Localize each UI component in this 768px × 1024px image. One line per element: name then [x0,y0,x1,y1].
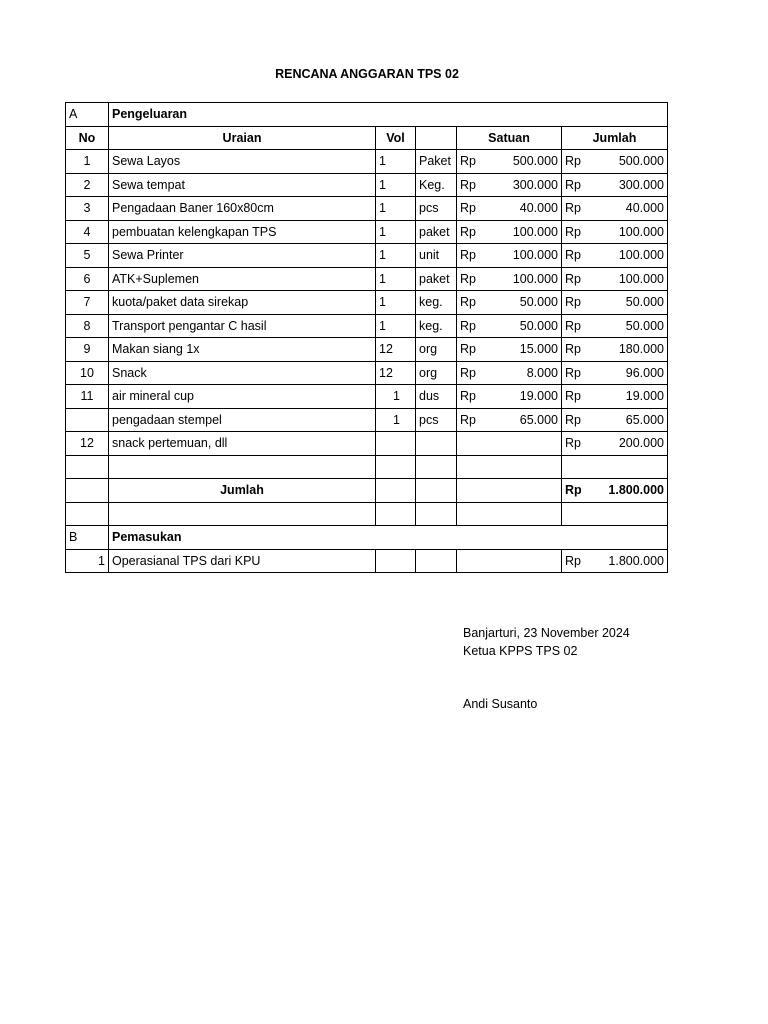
item-vol [376,432,416,456]
item-unit: org [416,361,457,385]
table-row [66,502,668,526]
amount: 300.000 [512,177,558,192]
table-row [66,314,668,338]
amount: 300.000 [618,177,664,192]
empty-cell [457,549,562,573]
income-no: 1 [66,549,109,573]
item-unit: org [416,338,457,362]
amount: 15.000 [519,342,558,357]
amount: 100.000 [512,271,558,286]
amount: 1.800.000 [608,553,664,568]
table-row [66,173,668,197]
item-no: 3 [66,197,109,221]
item-satuan [457,385,562,409]
item-vol: 12 [376,361,416,385]
currency-label: Rp [565,389,581,404]
item-unit [416,432,457,456]
item-vol: 1 [376,314,416,338]
item-vol: 1 [376,150,416,174]
currency-label: Rp [565,248,581,263]
item-vol: 1 [376,408,416,432]
empty-cell [376,479,416,503]
table-row [66,479,668,503]
currency-label: Rp [565,483,582,498]
amount: 40.000 [519,201,558,216]
item-uraian: pembuatan kelengkapan TPS [109,220,376,244]
item-jumlah [562,385,668,409]
amount: 100.000 [618,224,664,239]
header-satuan: Satuan [457,126,562,150]
empty-cell [416,479,457,503]
item-unit: unit [416,244,457,268]
item-unit: pcs [416,197,457,221]
currency-label: Rp [565,154,581,169]
currency-label: Rp [565,318,581,333]
item-no: 10 [66,361,109,385]
total-label: Jumlah [109,479,376,503]
item-jumlah [562,150,668,174]
amount: 1.800.000 [608,483,664,498]
item-uraian: Sewa Layos [109,150,376,174]
currency-label: Rp [460,154,476,169]
item-unit: paket [416,220,457,244]
table-row [66,408,668,432]
empty-cell [457,502,562,526]
empty-cell [416,455,457,479]
item-unit: dus [416,385,457,409]
item-unit: Keg. [416,173,457,197]
item-no: 12 [66,432,109,456]
item-no: 8 [66,314,109,338]
currency-label: Rp [565,201,581,216]
item-uraian: Transport pengantar C hasil [109,314,376,338]
empty-cell [66,455,109,479]
item-no: 5 [66,244,109,268]
document-title: RENCANA ANGGARAN TPS 02 [275,67,459,81]
item-satuan [457,408,562,432]
item-satuan [457,150,562,174]
item-uraian: pengadaan stempel [109,408,376,432]
item-jumlah [562,361,668,385]
item-satuan [457,314,562,338]
signature-name: Andi Susanto [463,697,538,711]
empty-cell [416,502,457,526]
empty-cell [66,479,109,503]
header-unit [416,126,457,150]
table-row [66,197,668,221]
amount: 96.000 [625,365,664,380]
currency-label: Rp [565,365,581,380]
amount: 50.000 [519,318,558,333]
amount: 19.000 [625,389,664,404]
empty-cell [109,502,376,526]
empty-cell [66,502,109,526]
item-vol: 1 [376,220,416,244]
empty-cell [376,455,416,479]
item-satuan [457,432,562,456]
item-jumlah [562,173,668,197]
currency-label: Rp [460,342,476,357]
item-unit: paket [416,267,457,291]
table-row [66,244,668,268]
item-unit: keg. [416,314,457,338]
empty-cell [457,479,562,503]
amount: 50.000 [519,295,558,310]
item-satuan [457,361,562,385]
section-label: Pengeluaran [109,103,668,127]
item-satuan [457,197,562,221]
currency-label: Rp [460,295,476,310]
table-row [66,103,668,127]
amount: 200.000 [618,436,664,451]
amount: 50.000 [625,318,664,333]
amount: 180.000 [618,342,664,357]
item-jumlah [562,291,668,315]
header-vol: Vol [376,126,416,150]
item-uraian: Sewa Printer [109,244,376,268]
item-no: 9 [66,338,109,362]
item-no: 4 [66,220,109,244]
item-satuan [457,267,562,291]
item-no [66,408,109,432]
item-uraian: air mineral cup [109,385,376,409]
amount: 8.000 [526,365,558,380]
table-row [66,526,668,550]
item-uraian: Snack [109,361,376,385]
amount: 100.000 [512,248,558,263]
amount: 100.000 [512,224,558,239]
amount: 65.000 [519,412,558,427]
item-unit: pcs [416,408,457,432]
item-jumlah [562,220,668,244]
item-jumlah [562,244,668,268]
empty-cell [457,455,562,479]
item-jumlah [562,338,668,362]
currency-label: Rp [460,412,476,427]
section-label: Pemasukan [109,526,668,550]
item-satuan [457,220,562,244]
section-code: B [66,526,109,550]
item-unit: Paket [416,150,457,174]
table-row [66,338,668,362]
item-jumlah [562,314,668,338]
currency-label: Rp [565,412,581,427]
table-row [66,385,668,409]
item-uraian: ATK+Suplemen [109,267,376,291]
currency-label: Rp [460,318,476,333]
signature-role: Ketua KPPS TPS 02 [463,644,578,658]
amount: 65.000 [625,412,664,427]
item-satuan [457,173,562,197]
empty-cell [562,455,668,479]
amount: 19.000 [519,389,558,404]
currency-label: Rp [565,553,581,568]
currency-label: Rp [460,201,476,216]
table-row [66,267,668,291]
item-vol: 1 [376,385,416,409]
table-row [66,291,668,315]
item-vol: 1 [376,197,416,221]
currency-label: Rp [565,224,581,239]
table-row [66,549,668,573]
currency-label: Rp [460,248,476,263]
table-row [66,220,668,244]
currency-label: Rp [565,436,581,451]
currency-label: Rp [565,295,581,310]
currency-label: Rp [460,224,476,239]
currency-label: Rp [565,271,581,286]
currency-label: Rp [565,342,581,357]
empty-cell [562,502,668,526]
total-value [562,479,668,503]
amount: 500.000 [512,154,558,169]
item-uraian: Makan siang 1x [109,338,376,362]
item-no: 11 [66,385,109,409]
item-no: 7 [66,291,109,315]
amount: 500.000 [618,154,664,169]
income-jumlah [562,549,668,573]
empty-cell [416,549,457,573]
empty-cell [376,549,416,573]
table-row [66,432,668,456]
empty-cell [109,455,376,479]
currency-label: Rp [460,177,476,192]
table-row [66,126,668,150]
item-satuan [457,338,562,362]
table-row [66,455,668,479]
currency-label: Rp [460,389,476,404]
budget-table [65,102,668,573]
item-uraian: Sewa tempat [109,173,376,197]
currency-label: Rp [565,177,581,192]
income-uraian: Operasianal TPS dari KPU [109,549,376,573]
amount: 50.000 [625,295,664,310]
amount: 100.000 [618,248,664,263]
item-no: 2 [66,173,109,197]
amount: 40.000 [625,201,664,216]
item-vol: 1 [376,267,416,291]
currency-label: Rp [460,365,476,380]
empty-cell [376,502,416,526]
item-satuan [457,244,562,268]
table-row [66,361,668,385]
item-unit: keg. [416,291,457,315]
item-no: 1 [66,150,109,174]
item-jumlah [562,267,668,291]
header-uraian: Uraian [109,126,376,150]
item-vol: 1 [376,244,416,268]
header-no: No [66,126,109,150]
item-uraian: kuota/paket data sirekap [109,291,376,315]
item-uraian: Pengadaan Baner 160x80cm [109,197,376,221]
item-uraian: snack pertemuan, dll [109,432,376,456]
item-vol: 12 [376,338,416,362]
item-vol: 1 [376,173,416,197]
section-code: A [66,103,109,127]
signature-place-date: Banjarturi, 23 November 2024 [463,626,630,640]
header-jumlah: Jumlah [562,126,668,150]
item-vol: 1 [376,291,416,315]
table-row [66,150,668,174]
currency-label: Rp [460,271,476,286]
item-jumlah [562,432,668,456]
amount: 100.000 [618,271,664,286]
item-no: 6 [66,267,109,291]
item-jumlah [562,408,668,432]
item-jumlah [562,197,668,221]
item-satuan [457,291,562,315]
